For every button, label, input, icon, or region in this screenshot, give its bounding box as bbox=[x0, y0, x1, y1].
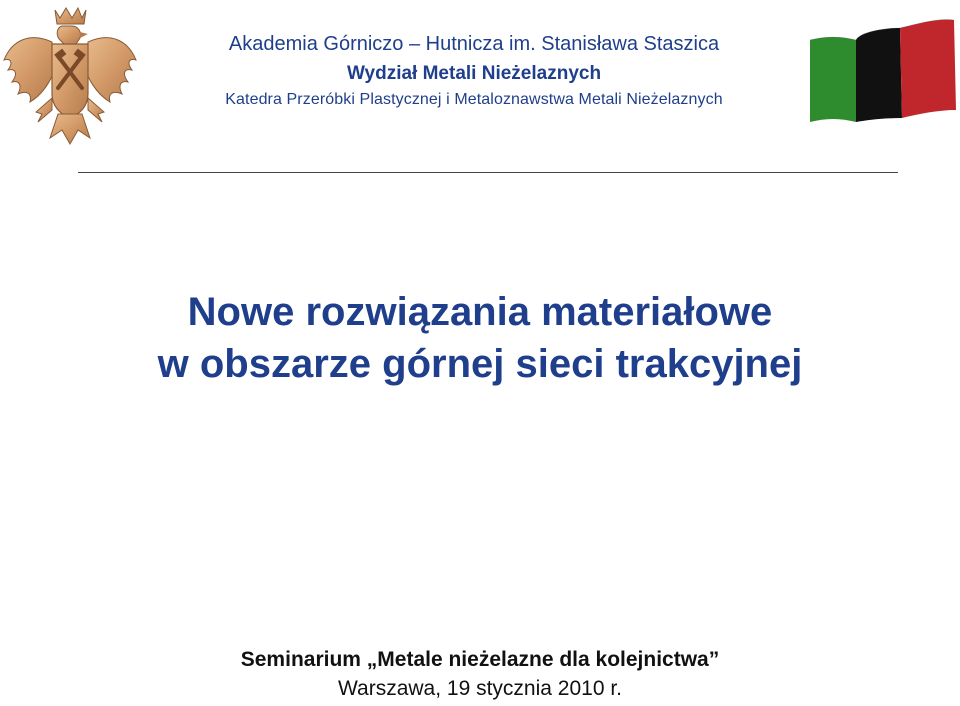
university-name: Akademia Górniczo – Hutnicza im. Stanisława Staszica bbox=[228, 33, 720, 55]
crowned-eagle-icon bbox=[0, 2, 140, 150]
faculty-name: Wydział Metali Nieżelaznych bbox=[346, 63, 602, 84]
place-date: Warszawa, 19 stycznia 2010 r. bbox=[337, 677, 622, 700]
header-divider bbox=[78, 172, 898, 173]
department-name: Katedra Przeróbki Plastycznej i Metaloznawstwa Metali Nieżelaznych bbox=[225, 91, 723, 108]
slide-title-line-2: w obszarze górnej sieci trakcyjnej bbox=[157, 342, 803, 386]
seminar-name: Seminarium „Metale nieżelazne dla kolejnictwa” bbox=[240, 648, 720, 671]
agh-flag-icon bbox=[806, 14, 958, 126]
slide-title-line-1: Nowe rozwiązania materiałowe bbox=[187, 290, 773, 334]
